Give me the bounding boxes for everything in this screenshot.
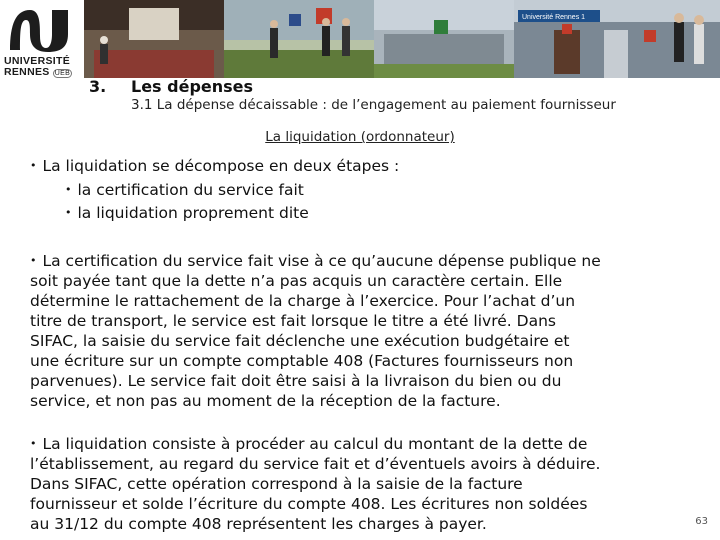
- photo-building: [374, 0, 514, 78]
- step-item: [65, 180, 304, 200]
- bullet-icon: •: [30, 159, 37, 172]
- photo-campus-lawn: [224, 0, 374, 78]
- intro-bullet: [30, 156, 710, 176]
- logo-mark-icon: [6, 4, 72, 54]
- step-text: la certification du service fait: [77, 181, 304, 199]
- step-item: [65, 203, 309, 223]
- paragraph-line: détermine le rattachement de la charge à l’exercice. Pour l’achat d’un: [30, 292, 576, 310]
- logo-badge: UEB: [54, 70, 71, 77]
- section-title: Les dépenses: [131, 77, 254, 96]
- intro-text: La liquidation se décompose en deux étapes :: [42, 157, 400, 175]
- section-number: 3.: [89, 77, 107, 96]
- slide-heading: La liquidation (ordonnateur): [265, 129, 455, 145]
- paragraph-line: au 31/12 du compte 408 représentent les charges à payer.: [30, 515, 487, 533]
- paragraph-line: parvenues). Le service fait doit être saisi à la livraison du bien ou du: [30, 372, 562, 390]
- logo-line-2: RENNES UEB: [4, 66, 71, 78]
- page-number: 63: [695, 516, 708, 527]
- bullet-icon: •: [65, 206, 72, 219]
- banner-sign-text: Université Rennes 1: [522, 14, 586, 21]
- logo-line-1: UNIVERSITÉ: [4, 55, 71, 67]
- certification-paragraph: [30, 251, 710, 411]
- step-text: la liquidation proprement dite: [77, 204, 309, 222]
- paragraph-line: soit payée tant que la dette n’a pas acquis un caractère certain. Elle: [30, 272, 563, 290]
- paragraph-line: titre de transport, le service est fait lorsque le titre a été livré. Dans: [30, 312, 556, 330]
- paragraph-line: fournisseur et solde l’écriture du compte 408. Les écritures non soldées: [30, 495, 588, 513]
- paragraph-line: SIFAC, la saisie du service fait déclenche une exécution budgétaire et: [30, 332, 570, 350]
- paragraph-line: l’établissement, au regard du service fait et d’éventuels avoirs à déduire.: [30, 455, 601, 473]
- header-photo-banner: [84, 0, 720, 78]
- bullet-icon: •: [65, 183, 72, 196]
- bullet-icon: •: [30, 254, 37, 267]
- paragraph-line: • La certification du service fait vise à ce qu’aucune dépense publique ne: [30, 252, 601, 270]
- paragraph-line: service, et non pas au moment de la réception de la facture.: [30, 392, 501, 410]
- paragraph-line: une écriture sur un compte comptable 408 (Factures fournisseurs non: [30, 352, 574, 370]
- university-logo: [0, 0, 82, 80]
- photo-auditorium: [84, 0, 224, 78]
- bullet-icon: •: [30, 437, 37, 450]
- photo-entrance-hall: [514, 0, 720, 78]
- subsection-title: 3.1 La dépense décaissable : de l’engagement au paiement fournisseur: [131, 97, 616, 113]
- liquidation-paragraph: [30, 434, 710, 534]
- paragraph-line: Dans SIFAC, cette opération correspond à la saisie de la facture: [30, 475, 523, 493]
- paragraph-line: • La liquidation consiste à procéder au calcul du montant de la dette de: [30, 435, 588, 453]
